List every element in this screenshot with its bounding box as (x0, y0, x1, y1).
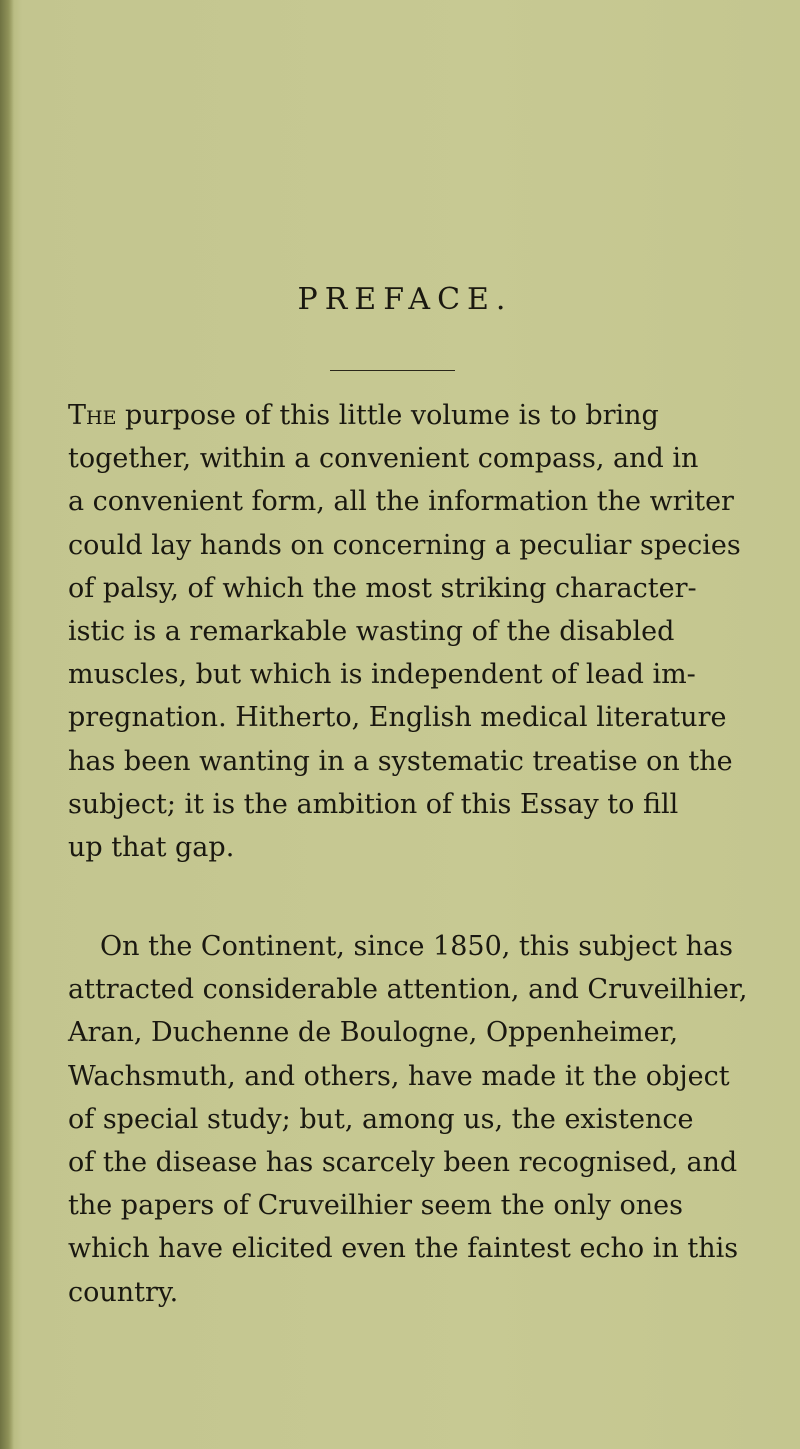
text-line: attracted considerable attention, and Cruveilhier, (68, 974, 748, 1006)
text-line: could lay hands on concerning a peculiar species (68, 529, 741, 561)
text-line: which have elicited even the faintest echo in this (68, 1233, 739, 1265)
paragraph-1 (68, 394, 768, 869)
text-line: subject; it is the ambition of this Essay to fill (68, 788, 679, 820)
text-line: muscles, but which is independent of lead im- (68, 659, 696, 691)
text-line: pregnation. Hitherto, English medical literature (68, 702, 727, 734)
text-line: has been wanting in a systematic treatise on the (68, 745, 733, 777)
text-line: the papers of Cruveilhier seem the only ones (68, 1190, 683, 1222)
text-line: a convenient form, all the information the writer (68, 486, 734, 518)
page-title: PREFACE. (297, 282, 513, 317)
text-line: istic is a remarkable wasting of the disabled (68, 616, 675, 648)
text-line: of palsy, of which the most striking character- (68, 572, 697, 604)
text-line: country. (68, 1276, 179, 1308)
text-line: together, within a convenient compass, and in (68, 443, 699, 475)
text-line: Wachsmuth, and others, have made it the object (68, 1060, 730, 1092)
text-line (68, 394, 768, 437)
title-divider (330, 370, 455, 371)
paragraph-2 (68, 925, 768, 1314)
text-line: up that gap. (68, 832, 235, 864)
first-line-rest: purpose of this little volume is to bring (116, 400, 659, 431)
text-line: Aran, Duchenne de Boulogne, Oppenheimer, (68, 1017, 679, 1049)
page-spine-shadow (0, 0, 14, 1449)
lead-word: The (68, 400, 117, 431)
text-line: of the disease has scarcely been recognised, and (68, 1147, 738, 1179)
text-line: On the Continent, since 1850, this subject has (100, 931, 733, 962)
text-line: of special study; but, among us, the existence (68, 1103, 694, 1135)
